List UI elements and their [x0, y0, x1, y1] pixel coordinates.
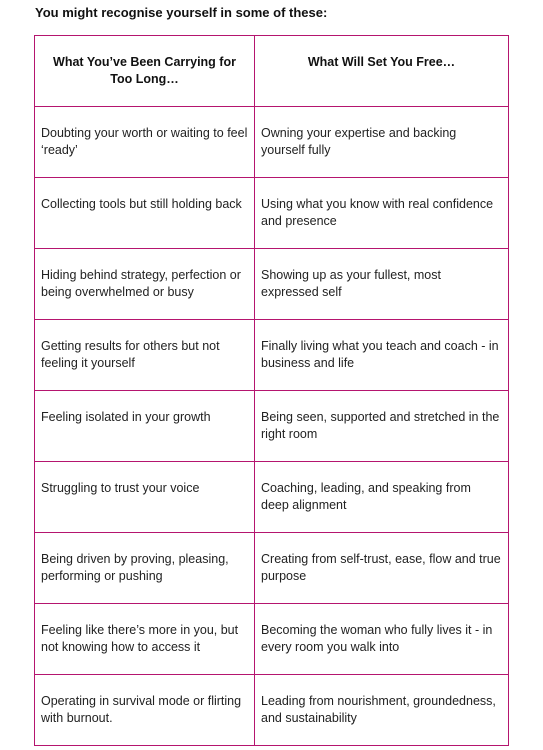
header-set-free	[255, 36, 509, 107]
set-free-text: Creating from self-trust, ease, flow and true purpose	[261, 552, 501, 583]
carrying-text: Collecting tools but still holding back	[41, 197, 242, 211]
comparison-table	[34, 35, 509, 746]
carrying-text: Getting results for others but not feeling it yourself	[41, 339, 220, 370]
carrying-text: Feeling isolated in your growth	[41, 410, 211, 424]
set-free-text: Becoming the woman who fully lives it - in every room you walk into	[261, 623, 493, 654]
carrying-text: Hiding behind strategy, perfection or being overwhelmed or busy	[41, 268, 241, 299]
carrying-cell	[35, 675, 255, 746]
set-free-cell	[255, 391, 509, 462]
set-free-text: Using what you know with real confidence and presence	[261, 197, 494, 228]
table-row	[35, 178, 509, 249]
carrying-cell	[35, 462, 255, 533]
carrying-cell	[35, 107, 255, 178]
set-free-text: Being seen, supported and stretched in the right room	[261, 410, 500, 441]
set-free-cell	[255, 320, 509, 391]
carrying-text: Feeling like there’s more in you, but not knowing how to access it	[41, 623, 239, 654]
set-free-text: Coaching, leading, and speaking from deep alignment	[261, 481, 471, 512]
set-free-cell	[255, 604, 509, 675]
carrying-cell	[35, 249, 255, 320]
table-header-row	[35, 36, 509, 107]
table-row	[35, 462, 509, 533]
set-free-text: Leading from nourishment, groundedness, and sustainability	[261, 694, 496, 725]
table-row	[35, 391, 509, 462]
set-free-cell	[255, 533, 509, 604]
header-set-free-label: What Will Set You Free…	[307, 55, 456, 69]
carrying-cell	[35, 533, 255, 604]
set-free-cell	[255, 462, 509, 533]
set-free-text: Finally living what you teach and coach - in business and life	[261, 339, 499, 370]
set-free-cell	[255, 178, 509, 249]
carrying-cell	[35, 604, 255, 675]
carrying-cell	[35, 178, 255, 249]
set-free-cell	[255, 249, 509, 320]
carrying-text: Being driven by proving, pleasing, performing or pushing	[41, 552, 229, 583]
carrying-text: Struggling to trust your voice	[41, 481, 200, 495]
intro-text: You might recognise yourself in some of these:	[35, 5, 328, 20]
carrying-cell	[35, 320, 255, 391]
set-free-cell	[255, 675, 509, 746]
carrying-text: Doubting your worth or waiting to feel ‘ready’	[41, 126, 248, 157]
carrying-cell	[35, 391, 255, 462]
carrying-text: Operating in survival mode or flirting with burnout.	[41, 694, 242, 725]
table-row	[35, 604, 509, 675]
table-row	[35, 249, 509, 320]
header-carrying	[35, 36, 255, 107]
table-row	[35, 675, 509, 746]
table-row	[35, 533, 509, 604]
set-free-text: Showing up as your fullest, most expressed self	[261, 268, 441, 299]
set-free-cell	[255, 107, 509, 178]
set-free-text: Owning your expertise and backing yourself fully	[261, 126, 457, 157]
table-row	[35, 107, 509, 178]
table-row	[35, 320, 509, 391]
header-carrying-label: What You’ve Been Carrying for Too Long…	[53, 55, 236, 86]
